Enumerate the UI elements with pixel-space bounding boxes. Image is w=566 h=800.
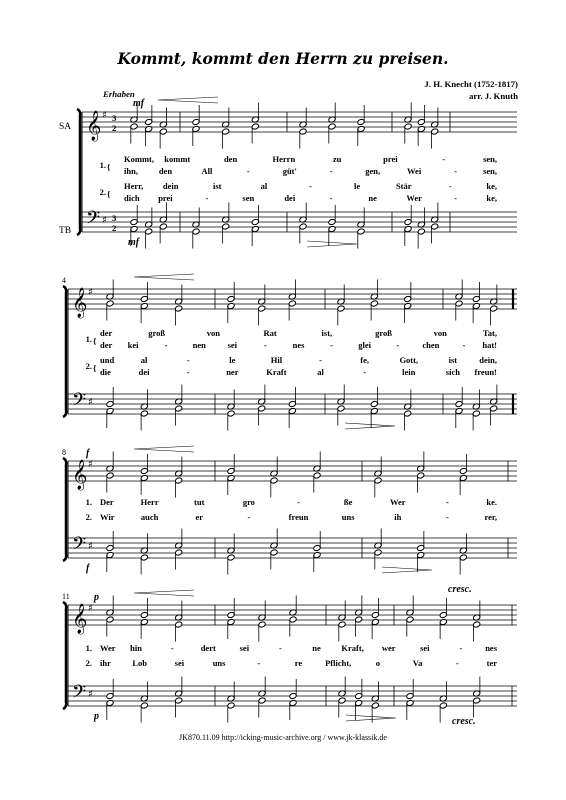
lyric-syllable: freun [288,512,309,522]
lyric-syllable: ner [226,367,239,377]
lyric-syllable: der [100,340,113,350]
dynamic-mf: mf [133,98,145,109]
lyric-syllable: Wer [100,643,116,653]
lyric-syllable: ihr [100,658,111,668]
hairpin [345,423,395,429]
lyric-syllable: Herr, [124,181,144,191]
lyric-syllable: Wer [389,497,406,507]
lyric-hyphen: - [445,497,449,507]
lyric-syllable: ihn, [124,166,138,176]
lyric-hyphen: - [448,181,452,191]
lyric-hyphen: - [257,658,261,668]
footer-credit: JK870.11.09 http://icking-music-archive.org / www.jk-klassik.de [179,733,387,742]
verse-number: 2. [85,512,92,522]
verse-brace: { [93,336,97,346]
composer-credit: J. H. Knecht (1752-1817) [424,79,518,89]
lyric-syllable: rer, [484,512,497,522]
lyric-syllable: ist, [321,328,333,338]
lyric-syllable: re [294,658,303,668]
lyric-syllable: groß [148,328,166,338]
lyric-syllable: Wir [100,512,115,522]
lyric-syllable: uns [341,512,355,522]
lyric-hyphen: - [442,154,446,164]
lyric-syllable: Tat, [482,328,497,338]
lyric-syllable: le [354,181,361,191]
dynamic-f: f [86,563,90,574]
lyric-syllable: al [260,181,268,191]
lyric-hyphen: - [186,367,190,377]
hairpin [158,97,218,103]
lyric-syllable: ke, [486,181,497,191]
lyric-syllable: der [100,328,113,338]
lyric-syllable: lein [402,367,416,377]
lyric-syllable: Hil [270,355,283,365]
verse-number: 2. [85,361,92,371]
lyric-hyphen: - [445,512,449,522]
lyric-syllable: ne [312,643,321,653]
lyric-syllable: ih [394,512,402,522]
lyric-syllable: sei [174,658,185,668]
lyric-hyphen: - [205,193,209,203]
bracket [77,109,80,235]
verse-number: 1. [85,334,92,344]
time-signature-num: 3 [112,113,117,123]
verse-number: 2. [85,658,92,668]
treble-clef-icon: 𝄞 [72,604,88,634]
lyric-hyphen: - [329,193,333,203]
music-systems [62,97,517,727]
lyric-syllable: kei [127,340,139,350]
lyric-syllable: Pflicht, [325,658,352,668]
music-system [62,584,517,727]
dynamic-p: p [94,592,99,603]
lyric-hyphen: - [330,340,334,350]
lyric-syllable: sen, [483,166,497,176]
lyric-syllable: Va [412,658,423,668]
lyric-hyphen: - [363,367,367,377]
music-system [62,274,517,431]
lyric-syllable: sen [242,193,255,203]
bass-clef-icon: 𝄢 [72,682,87,707]
lyric-hyphen: - [319,355,322,365]
lyric-syllable: Lob [132,658,148,668]
bracket [63,286,66,417]
lyric-syllable: er [195,512,204,522]
treble-clef-icon: 𝄞 [86,111,102,141]
dynamic-f: f [86,448,90,459]
lyric-syllable: hat! [482,340,497,350]
hairpin [307,241,357,247]
lyric-syllable: ße [343,497,353,507]
hairpin [382,567,432,573]
lyric-hyphen: - [459,643,463,653]
lyric-syllable: All [201,166,213,176]
lyric-syllable: den [158,166,173,176]
lyric-syllable: ter [486,658,497,668]
hairpin [134,274,194,280]
measure-number: 8 [62,448,66,457]
verse-number: 1. [99,160,106,170]
lyric-hyphen: - [454,193,457,203]
lyric-syllable: dein, [479,355,497,365]
lyric-syllable: dein [162,181,179,191]
lyric-syllable: sich [445,367,460,377]
lyric-syllable: glei [358,340,372,350]
lyric-syllable: ist [213,181,222,191]
lyric-hyphen: - [170,643,174,653]
lyric-hyphen: - [263,340,267,350]
verse-brace: { [107,189,111,199]
lyric-hyphen: - [164,340,168,350]
lyric-hyphen: - [309,181,312,191]
lyric-syllable: Rat [263,328,277,338]
lyric-syllable: Herr [140,497,159,507]
lyric-syllable: groß [375,328,393,338]
verse-number: 2. [99,187,106,197]
lyric-syllable: Kraft, [341,643,364,653]
lyric-syllable: nes [292,340,305,350]
lyric-syllable: Wer [406,193,422,203]
lyric-syllable: gen, [365,166,381,176]
lyric-hyphen: - [247,512,251,522]
sharp-icon: ♯ [88,603,93,614]
hairpin [134,446,194,452]
lyric-syllable: prei [383,154,398,164]
lyric-syllable: ke. [486,497,497,507]
lyric-syllable: dei [138,367,150,377]
hairpin [346,715,396,721]
verse-brace: { [107,162,111,172]
lyric-syllable: al [140,355,148,365]
sharp-icon: ♯ [88,689,93,700]
time-signature-den: 2 [112,123,117,133]
voice-label-sa: SA [59,122,72,132]
lyric-hyphen: - [396,340,400,350]
lyric-syllable: güt' [282,166,297,176]
lyric-syllable: die [100,367,111,377]
lyric-syllable: Kraft [266,367,287,377]
lyric-syllable: sei [227,340,238,350]
hairpin [134,590,194,596]
lyric-hyphen: - [455,658,459,668]
sharp-icon: ♯ [88,541,93,552]
lyric-syllable: chen [422,340,440,350]
lyric-hyphen: - [297,497,300,507]
lyric-syllable: von [206,328,221,338]
lyric-syllable: gro [242,497,255,507]
lyric-syllable: Der [100,497,114,507]
sharp-icon: ♯ [102,215,107,226]
lyric-syllable: den [223,154,238,164]
lyric-syllable: dert [200,643,216,653]
tempo-marking: Erhaben [103,89,135,99]
lyric-syllable: Herrn [272,154,296,164]
lyric-syllable: ne [368,193,377,203]
lyric-syllable: Stär [395,181,412,191]
dynamic-p: p [94,711,99,722]
music-system [77,97,517,249]
lyric-syllable: ist [448,355,458,365]
bass-clef-icon: 𝄢 [86,208,101,233]
lyric-syllable: le [229,355,236,365]
lyric-hyphen: - [279,643,282,653]
lyric-syllable: dich [124,193,140,203]
lyric-syllable: auch [140,512,159,522]
sharp-icon: ♯ [88,397,93,408]
verse-number: 1. [85,497,92,507]
treble-clef-icon: 𝄞 [72,460,88,490]
lyric-hyphen: - [454,166,457,176]
lyric-syllable: ke, [486,193,497,203]
lyric-syllable: tut [194,497,205,507]
lyric-syllable: von [433,328,447,338]
lyric-hyphen: - [462,340,466,350]
lyric-syllable: kommt [164,154,191,164]
measure-number: 4 [62,276,66,285]
lyric-syllable: sei [420,643,430,653]
sharp-icon: ♯ [102,110,107,121]
lyric-hyphen: - [186,355,190,365]
lyric-syllable: hin [130,643,143,653]
lyric-syllable: Wei [407,166,422,176]
lyric-hyphen: - [246,166,250,176]
lyric-syllable: prei [158,193,173,203]
lyric-syllable: dei [284,193,296,203]
lyric-syllable: fe, [360,355,370,365]
lyric-hyphen: - [329,166,333,176]
bass-clef-icon: 𝄢 [72,534,87,559]
dynamic-mf: mf [128,237,140,248]
lyric-syllable: nen [192,340,206,350]
lyric-syllable: wer [381,643,396,653]
time-signature-num: 3 [112,213,117,223]
measure-number: 11 [62,592,70,601]
time-signature-den: 2 [112,223,117,233]
voice-label-tb: TB [59,226,72,236]
treble-clef-icon: 𝄞 [72,288,88,318]
arranger-credit: arr. J. Knuth [468,91,518,101]
lyric-syllable: zu [332,154,342,164]
lyric-syllable: sen, [483,154,497,164]
lyric-syllable: uns [212,658,226,668]
lyric-syllable: nes [485,643,497,653]
lyric-syllable: Kommt, [124,154,154,164]
verse-brace: { [93,363,97,373]
lyric-syllable: o [375,658,381,668]
verse-number: 1. [85,643,92,653]
lyric-syllable: Gott, [399,355,419,365]
lyric-syllable: sei [239,643,250,653]
lyric-syllable: al [317,367,324,377]
bracket [63,458,66,561]
sharp-icon: ♯ [88,459,93,470]
piece-title: Kommt, kommt den Herrn zu preisen. [117,49,449,68]
bass-clef-icon: 𝄢 [72,390,87,415]
dynamic-cresc: cresc. [448,584,472,595]
music-system [62,446,517,575]
lyric-syllable: und [100,355,115,365]
dynamic-cresc: cresc. [452,716,476,727]
sharp-icon: ♯ [88,287,93,298]
bracket [63,602,66,709]
lyric-syllable: freun! [474,367,497,377]
